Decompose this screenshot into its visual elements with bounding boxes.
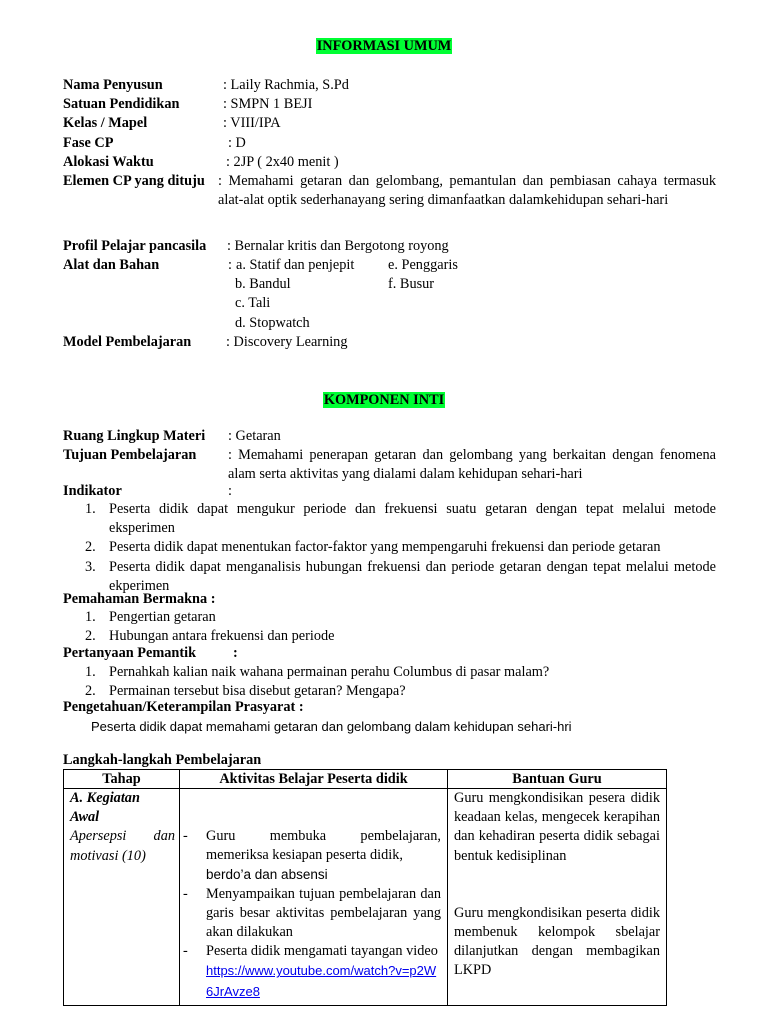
alat-item: e. Penggaris <box>388 257 458 273</box>
field-label: Alat dan Bahan <box>63 257 160 273</box>
list-item: 2. Peserta didik dapat menentukan factor-faktor yang mempengaruhi frekuensi dan periode getaran <box>85 539 661 556</box>
field-value: : D <box>228 135 246 151</box>
table-header-row <box>64 770 667 789</box>
video-link[interactable]: https://www.youtube.com/watch?v=p2W6JrAvze8 <box>206 963 437 999</box>
bantuan-cell <box>448 789 667 1006</box>
field-label: Alokasi Waktu <box>63 154 154 170</box>
field-value: : VIII/IPA <box>223 115 281 131</box>
field-value: : Memahami getaran dan gelombang, pemantulan dan pembiasan cahaya termasuk alat-alat optik sederhanayang sering dimanfaatkan dalamkehidupan sehari-hari <box>218 173 716 209</box>
list-item: berdo’a dan absensi <box>206 867 328 883</box>
field-label: Model Pembelajaran <box>63 334 192 350</box>
list-item: 1. Peserta didik dapat mengukur periode dan frekuensi suatu getaran dengan tepat melalui metode eksperimen <box>85 501 716 537</box>
field-value: : <box>228 257 232 273</box>
field-value: : Discovery Learning <box>226 334 348 350</box>
field-value: : Bernalar kritis dan Bergotong royong <box>227 238 449 254</box>
list-item: - Menyampaikan tujuan pembelajaran dan garis besar aktivitas pembelajaran yang akan dilakukan <box>183 885 441 941</box>
indikator-list <box>85 500 716 596</box>
prasyarat-text: Peserta didik dapat memahami getaran dan gelombang dalam kehidupan sehari-hri <box>91 719 572 734</box>
tahap-title: A. Kegiatan Awal <box>70 790 140 826</box>
field-label: Nama Penyusun <box>63 77 163 93</box>
list-item: 3. Peserta didik dapat menganalisis hubungan frekuensi dan periode getaran dengan tepat melalui metode ekperimen <box>85 558 716 594</box>
list-item: 2. Hubungan antara frekuensi dan periode <box>85 628 335 645</box>
field-label: Pertanyaan Pemantik <box>63 645 197 661</box>
field-label: Pengetahuan/Keterampilan Prasyarat : <box>63 699 304 715</box>
section-title-komponen-inti: KOMPONEN INTI <box>323 392 445 408</box>
field-value: : Memahami penerapan getaran dan gelombang yang berkaitan dengan fenomena alam serta aktivitas yang dialami dalam kehidupan sehari-hari <box>228 447 716 483</box>
field-label: Elemen CP yang dituju <box>63 173 205 189</box>
tahap-cell <box>64 789 180 1006</box>
field-label: Pemahaman Bermakna : <box>63 591 216 607</box>
list-item: 1. Pernahkah kalian naik wahana permainan perahu Columbus di pasar malam? <box>85 664 550 680</box>
bantuan-item: Guru mengkondisikan pesera didik keadaan kelas, mengecek kerapihan dan kehadiran peserta didik sebagai bentuk kedisiplinan <box>454 790 660 864</box>
field-label: Fase CP <box>63 135 114 151</box>
alat-item: d. Stopwatch <box>235 315 310 331</box>
table-row <box>64 789 667 1006</box>
field-value: : Getaran <box>228 428 281 444</box>
alat-item: b. Bandul <box>235 276 291 292</box>
field-label: Indikator <box>63 483 122 499</box>
langkah-table <box>63 769 667 1006</box>
field-label: Ruang Lingkup Materi <box>63 428 206 444</box>
alat-item: a. Statif dan penjepit <box>236 257 355 273</box>
table-header: Aktivitas Belajar Peserta didik <box>180 770 448 789</box>
field-value: : 2JP ( 2x40 menit ) <box>226 154 339 170</box>
list-item: - Peserta didik mengamati tayangan video <box>183 943 438 960</box>
list-item: 2. Permainan tersebut bisa disebut getaran? Mengapa? <box>85 683 406 700</box>
field-label: Satuan Pendidikan <box>63 96 180 112</box>
field-label: Kelas / Mapel <box>63 115 148 131</box>
field-value: : Laily Rachmia, S.Pd <box>223 77 349 93</box>
alat-item: c. Tali <box>235 295 271 311</box>
alat-item: f. Busur <box>388 276 435 292</box>
list-item: - Guru membuka pembelajaran, memeriksa kesiapan peserta didik, <box>183 828 441 864</box>
pemahaman-list <box>85 608 716 646</box>
aktivitas-cell <box>180 789 448 1006</box>
list-item <box>186 961 441 1001</box>
bantuan-item: Guru mengkondisikan peserta didik membenuk kelompok sbelajar dilanjutkan dengan membagikan LKPD <box>454 904 660 979</box>
field-label: Tujuan Pembelajaran <box>63 447 197 463</box>
document-page: INFORMASI UMUM Nama Penyusun : Laily Rachmia, S.Pd Satuan Pendidikan : SMPN 1 BEJI Kelas / Mapel : VIII/IPA Fase CP : D Alokasi Waktu : 2JP ( 2x40 menit ) Elemen CP yang dituju : Memahami getaran dan gelombang, pemantulan dan pembiasan cahaya termasuk alat-alat optik sederhanayang sering dimanfaatkan dalamkehidupan sehari-hari Profil Pelajar pancasila : Bernalar kritis dan Bergotong royong Alat dan Bahan : a. Statif dan penjepit b. Bandul c. Tali d. Stopwatch e. Penggaris f. Busur Model Pembelajaran : Discovery Learning KOMPONEN INTI Ruang Lingkup Materi : Getaran Tujuan Pembelajaran : Memahami penerapan getaran dan gelombang yang berkaitan dengan fenomena alam serta aktivitas yang dialami dalam kehidupan sehari-hari Indikator : 1. Peserta didik dapat mengukur periode dan frekuensi suatu getaran dengan tepat melalui metode eksperimen 2. Peserta didik dapat menentukan factor-faktor yang mempengaruhi frekuensi dan periode getaran 3. Peserta didik dapat menganalisis hubungan frekuensi dan periode getaran dengan tepat melalui metode ekperimen Pemahaman Bermakna : 1. Pengertian getaran 2. Hubungan antara frekuensi dan periode Pertanyaan Pemantik : 1. Pernahkah kalian naik wahana permainan perahu Columbus di pasar malam? 2. Permainan tersebut bisa disebut getaran? Mengapa? Pengetahuan/Keterampilan Prasyarat : Peserta didik dapat memahami getaran dan gelombang dalam kehidupan sehari-hri Langkah-langkah Pembelajaran Tahap Aktivitas Belajar Peserta didik Bantuan Guru A. Kegiatan Awal Apersepsi dan motivasi (10) - Guru membuka pembelajaran, memeriksa kesiapan peserta didik, berdo’a dan absensi - Menyampaikan tujuan pembelajaran dan garis besar aktivitas pembelajaran yang akan dilakukan - Peserta didik mengamati tayangan video https://www.youtube.com/watch?v=p2W6JrAvze8 Guru mengkondisikan pesera didik keadaan kelas, mengecek kerapihan dan kehadiran peserta didik sebagai bentuk kedisiplinan Guru mengkondisikan peserta didik membenuk kelompok sbelajar dilanjutkan dengan membagikan LKPD <box>0 0 768 1024</box>
tahap-subtitle: Apersepsi dan motivasi (10) <box>70 828 175 864</box>
table-header: Tahap <box>64 770 180 789</box>
table-header: Bantuan Guru <box>448 770 667 789</box>
pertanyaan-list <box>85 663 716 701</box>
field-value: : SMPN 1 BEJI <box>223 96 313 112</box>
list-item: 1. Pengertian getaran <box>85 609 216 625</box>
field-label: Profil Pelajar pancasila <box>63 238 207 254</box>
section-title-informasi-umum: INFORMASI UMUM <box>316 38 452 54</box>
